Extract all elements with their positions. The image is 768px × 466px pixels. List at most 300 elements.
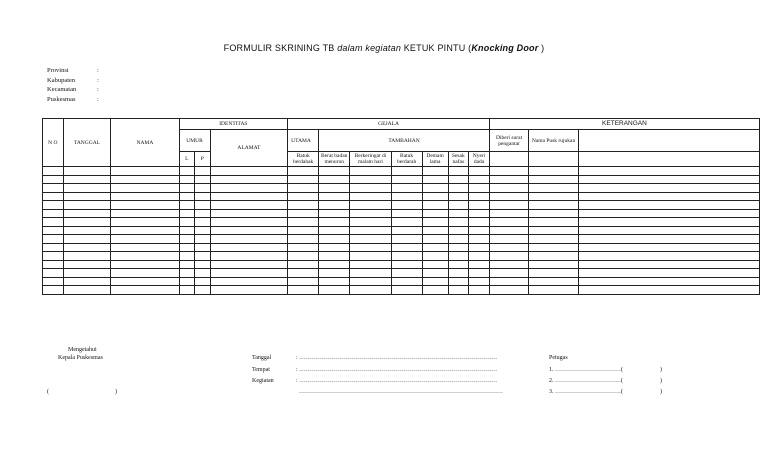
table-cell[interactable]	[422, 277, 448, 286]
table-cell[interactable]	[195, 192, 211, 201]
table-cell[interactable]	[350, 218, 391, 227]
table-cell[interactable]	[448, 175, 469, 184]
umur-p-header: P	[195, 152, 211, 167]
table-cell[interactable]	[489, 286, 528, 295]
table-cell[interactable]	[489, 252, 528, 261]
table-cell[interactable]	[43, 243, 64, 252]
kegiatan-field[interactable]: : ………………………………………………………………………………………	[296, 378, 498, 384]
table-cell[interactable]	[288, 269, 319, 278]
table-cell[interactable]	[288, 286, 319, 295]
diberi-surat-header: Diberi surat pengantar	[489, 130, 528, 152]
table-cell[interactable]	[43, 260, 64, 269]
kepala-puskesmas-label: Kepala Puskesmas	[58, 355, 103, 361]
umur-header: UMUR	[179, 130, 210, 152]
table-cell[interactable]	[288, 184, 319, 193]
table-cell[interactable]	[391, 252, 422, 261]
table-cell[interactable]	[422, 184, 448, 193]
table-cell[interactable]	[63, 235, 111, 244]
table-cell[interactable]	[111, 243, 179, 252]
table-cell[interactable]	[288, 218, 319, 227]
table-cell[interactable]	[319, 269, 350, 278]
table-cell[interactable]	[179, 235, 195, 244]
table-cell[interactable]	[210, 209, 288, 218]
table-cell[interactable]	[195, 167, 211, 176]
table-cell[interactable]	[179, 218, 195, 227]
table-cell[interactable]	[529, 184, 579, 193]
table-cell[interactable]	[448, 167, 469, 176]
table-cell[interactable]	[210, 269, 288, 278]
table-cell[interactable]	[469, 277, 490, 286]
table-cell[interactable]	[195, 252, 211, 261]
table-cell[interactable]	[391, 260, 422, 269]
identitas-header: IDENTITAS	[179, 119, 288, 130]
table-cell[interactable]	[288, 260, 319, 269]
table-cell[interactable]	[111, 226, 179, 235]
table-row	[43, 218, 760, 227]
table-cell[interactable]	[529, 201, 579, 210]
extra-field[interactable]: …………………………………………………………………………………………	[299, 389, 503, 395]
table-cell[interactable]	[210, 226, 288, 235]
table-cell[interactable]	[422, 218, 448, 227]
table-cell[interactable]	[422, 235, 448, 244]
table-cell[interactable]	[179, 192, 195, 201]
table-cell[interactable]	[391, 184, 422, 193]
table-cell[interactable]	[578, 252, 759, 261]
table-cell[interactable]	[529, 218, 579, 227]
table-cell[interactable]	[111, 235, 179, 244]
table-cell[interactable]	[448, 260, 469, 269]
table-cell[interactable]	[578, 167, 759, 176]
table-cell[interactable]	[63, 175, 111, 184]
table-cell[interactable]	[391, 235, 422, 244]
table-cell[interactable]	[469, 167, 490, 176]
table-cell[interactable]	[319, 192, 350, 201]
table-cell[interactable]	[448, 218, 469, 227]
table-cell[interactable]	[288, 192, 319, 201]
table-cell[interactable]	[469, 226, 490, 235]
signature-open: (	[47, 389, 49, 395]
table-row	[43, 184, 760, 193]
table-row	[43, 192, 760, 201]
table-cell[interactable]	[111, 167, 179, 176]
table-cell[interactable]	[63, 286, 111, 295]
table-cell[interactable]	[179, 184, 195, 193]
table-cell[interactable]	[489, 167, 528, 176]
table-cell[interactable]	[489, 175, 528, 184]
table-row	[43, 252, 760, 261]
table-cell[interactable]	[469, 192, 490, 201]
table-cell[interactable]	[319, 201, 350, 210]
table-row	[43, 167, 760, 176]
table-cell[interactable]	[179, 243, 195, 252]
table-cell[interactable]	[319, 286, 350, 295]
table-cell[interactable]	[422, 286, 448, 295]
berat-badan-header: Berat badan menurun	[319, 152, 350, 167]
table-cell[interactable]	[319, 218, 350, 227]
form-meta	[47, 66, 99, 104]
table-cell[interactable]	[391, 277, 422, 286]
table-cell[interactable]	[578, 218, 759, 227]
table-cell[interactable]	[422, 269, 448, 278]
table-cell[interactable]	[448, 184, 469, 193]
table-cell[interactable]	[448, 243, 469, 252]
table-cell[interactable]	[391, 286, 422, 295]
table-cell[interactable]	[529, 209, 579, 218]
table-cell[interactable]	[529, 286, 579, 295]
table-cell[interactable]	[288, 235, 319, 244]
table-cell[interactable]	[391, 209, 422, 218]
signature-close: )	[115, 389, 117, 395]
meta-kecamatan: Kecamatan :	[47, 86, 99, 93]
table-cell[interactable]	[63, 226, 111, 235]
table-cell[interactable]	[63, 184, 111, 193]
table-cell[interactable]	[350, 252, 391, 261]
umur-l-header: L	[179, 152, 195, 167]
table-cell[interactable]	[529, 277, 579, 286]
table-cell[interactable]	[469, 252, 490, 261]
table-cell[interactable]	[111, 260, 179, 269]
table-cell[interactable]	[489, 226, 528, 235]
table-cell[interactable]	[195, 226, 211, 235]
table-row	[43, 286, 760, 295]
table-cell[interactable]	[319, 175, 350, 184]
table-cell[interactable]	[111, 286, 179, 295]
table-cell[interactable]	[43, 201, 64, 210]
gejala-header: GEJALA	[288, 119, 490, 130]
table-cell[interactable]	[422, 243, 448, 252]
table-cell[interactable]	[489, 269, 528, 278]
screening-table	[42, 118, 760, 328]
table-cell[interactable]	[448, 235, 469, 244]
table-cell[interactable]	[195, 175, 211, 184]
table-cell[interactable]	[43, 269, 64, 278]
table-cell[interactable]	[111, 269, 179, 278]
table-cell[interactable]	[448, 286, 469, 295]
table-cell[interactable]	[578, 175, 759, 184]
table-cell[interactable]	[195, 235, 211, 244]
petugas-1-close: )	[660, 367, 662, 373]
table-cell[interactable]	[350, 201, 391, 210]
table-cell[interactable]	[578, 269, 759, 278]
table-cell[interactable]	[195, 269, 211, 278]
table-cell[interactable]	[578, 209, 759, 218]
table-cell[interactable]	[43, 277, 64, 286]
nyeri-dada-header: Nyeri dada	[469, 152, 490, 167]
table-cell[interactable]	[195, 286, 211, 295]
table-cell[interactable]	[529, 243, 579, 252]
table-cell[interactable]	[195, 209, 211, 218]
table-cell[interactable]	[489, 209, 528, 218]
table-cell[interactable]	[529, 269, 579, 278]
table-cell[interactable]	[288, 201, 319, 210]
table-cell[interactable]	[578, 260, 759, 269]
table-cell[interactable]	[210, 218, 288, 227]
table-cell[interactable]	[350, 192, 391, 201]
table-cell[interactable]	[422, 201, 448, 210]
table-cell[interactable]	[469, 269, 490, 278]
table-cell[interactable]	[210, 252, 288, 261]
table-cell[interactable]	[43, 235, 64, 244]
table-cell[interactable]	[111, 277, 179, 286]
table-cell[interactable]	[529, 252, 579, 261]
alamat-header: ALAMAT	[210, 130, 288, 167]
table-cell[interactable]	[210, 184, 288, 193]
table-cell[interactable]	[63, 252, 111, 261]
table-cell[interactable]	[448, 209, 469, 218]
table-cell[interactable]	[422, 209, 448, 218]
keterangan-blank	[578, 130, 759, 152]
table-cell[interactable]	[469, 218, 490, 227]
table-cell[interactable]	[111, 201, 179, 210]
table-cell[interactable]	[43, 192, 64, 201]
table-cell[interactable]	[63, 243, 111, 252]
table-cell[interactable]	[319, 260, 350, 269]
table-cell[interactable]	[391, 269, 422, 278]
table-cell[interactable]	[319, 235, 350, 244]
table-cell[interactable]	[179, 167, 195, 176]
table-cell[interactable]	[578, 226, 759, 235]
col-nama-header: NAMA	[111, 119, 179, 167]
table-cell[interactable]	[469, 260, 490, 269]
table-cell[interactable]	[529, 167, 579, 176]
table-cell[interactable]	[350, 277, 391, 286]
table-cell[interactable]	[529, 226, 579, 235]
tanggal-field[interactable]: : ………………………………………………………………………………………	[296, 355, 498, 361]
table-cell[interactable]	[179, 252, 195, 261]
table-cell[interactable]	[210, 260, 288, 269]
table-cell[interactable]	[179, 201, 195, 210]
tambahan-header: TAMBAHAN	[319, 130, 490, 152]
table-cell[interactable]	[350, 235, 391, 244]
demam-lama-header: Demam lama	[422, 152, 448, 167]
table-cell[interactable]	[195, 218, 211, 227]
table-cell[interactable]	[63, 209, 111, 218]
petugas-1[interactable]: 1. ……………………………(	[549, 367, 623, 373]
table-cell[interactable]	[350, 260, 391, 269]
tempat-label: Tempat	[252, 367, 270, 373]
table-cell[interactable]	[179, 260, 195, 269]
table-row	[43, 243, 760, 252]
table-cell[interactable]	[350, 167, 391, 176]
table-cell[interactable]	[288, 167, 319, 176]
table-cell[interactable]	[63, 167, 111, 176]
table-cell[interactable]	[210, 286, 288, 295]
table-cell[interactable]	[469, 209, 490, 218]
table-row	[43, 269, 760, 278]
table-cell[interactable]	[195, 260, 211, 269]
petugas-2-close: )	[660, 378, 662, 384]
tempat-field[interactable]: : ………………………………………………………………………………………	[296, 367, 498, 373]
table-cell[interactable]	[391, 201, 422, 210]
table-cell[interactable]	[448, 226, 469, 235]
table-cell[interactable]	[210, 167, 288, 176]
table-cell[interactable]	[63, 277, 111, 286]
table-cell[interactable]	[288, 252, 319, 261]
table-cell[interactable]	[448, 201, 469, 210]
table-cell[interactable]	[469, 243, 490, 252]
table-cell[interactable]	[350, 243, 391, 252]
table-cell[interactable]	[489, 192, 528, 201]
meta-puskesmas: Puskesmas :	[47, 95, 99, 103]
petugas-3-close: )	[660, 389, 662, 395]
table-cell[interactable]	[422, 260, 448, 269]
table-cell[interactable]	[210, 201, 288, 210]
petugas-3[interactable]: 3. ……………………………(	[549, 389, 623, 395]
table-cell[interactable]	[391, 167, 422, 176]
table-cell[interactable]	[195, 243, 211, 252]
table-cell[interactable]	[210, 243, 288, 252]
petugas-label: Petugas	[549, 355, 568, 361]
utama-header: UTAMA	[288, 130, 319, 152]
table-cell[interactable]	[489, 184, 528, 193]
keterangan-header: KETERANGAN	[489, 119, 759, 130]
table-cell[interactable]	[319, 167, 350, 176]
table-cell[interactable]	[179, 175, 195, 184]
table-cell[interactable]	[391, 243, 422, 252]
table-cell[interactable]	[111, 209, 179, 218]
table-cell[interactable]	[111, 175, 179, 184]
table-cell[interactable]	[179, 226, 195, 235]
table-cell[interactable]	[529, 192, 579, 201]
table-cell[interactable]	[489, 218, 528, 227]
table-cell[interactable]	[578, 192, 759, 201]
sesak-nafas-header: Sesak nafas	[448, 152, 469, 167]
table-cell[interactable]	[195, 277, 211, 286]
table-cell[interactable]	[422, 192, 448, 201]
table-cell[interactable]	[350, 209, 391, 218]
table-cell[interactable]	[529, 235, 579, 244]
table-cell[interactable]	[179, 269, 195, 278]
table-cell[interactable]	[179, 209, 195, 218]
table-cell[interactable]	[448, 252, 469, 261]
table-cell[interactable]	[195, 184, 211, 193]
berkeringat-header: Berkeringat di malam hari	[350, 152, 391, 167]
table-cell[interactable]	[43, 175, 64, 184]
table-cell[interactable]	[179, 286, 195, 295]
col-no-header: N O	[43, 119, 64, 167]
form-title: FORMULIR SKRINING TB dalam kegiatan KETUK PINTU (Knocking Door )	[223, 43, 545, 53]
table-cell[interactable]	[578, 243, 759, 252]
table-cell[interactable]	[43, 252, 64, 261]
table-cell[interactable]	[578, 184, 759, 193]
meta-provinsi: Provinsi :	[47, 67, 99, 74]
table-cell[interactable]	[288, 175, 319, 184]
table-cell[interactable]	[529, 260, 579, 269]
table-row	[43, 226, 760, 235]
table-cell[interactable]	[489, 235, 528, 244]
nama-pusk-header: Nama Pusk rujukan	[529, 130, 579, 152]
table-cell[interactable]	[319, 243, 350, 252]
kegiatan-label: Kegiatan	[252, 378, 274, 384]
table-cell[interactable]	[319, 252, 350, 261]
table-cell[interactable]	[63, 260, 111, 269]
table-cell[interactable]	[210, 192, 288, 201]
table-cell[interactable]	[111, 252, 179, 261]
table-cell[interactable]	[319, 209, 350, 218]
table-cell[interactable]	[111, 192, 179, 201]
table-cell[interactable]	[63, 269, 111, 278]
table-cell[interactable]	[469, 235, 490, 244]
table-cell[interactable]	[422, 167, 448, 176]
table-cell[interactable]	[469, 175, 490, 184]
table-cell[interactable]	[288, 209, 319, 218]
table-cell[interactable]	[179, 277, 195, 286]
table-row	[43, 277, 760, 286]
table-cell[interactable]	[43, 286, 64, 295]
table-cell[interactable]	[350, 269, 391, 278]
table-row	[43, 175, 760, 184]
mengetahui-label: Mengetahui	[68, 347, 97, 353]
table-cell[interactable]	[469, 286, 490, 295]
table-cell[interactable]	[63, 192, 111, 201]
table-cell[interactable]	[578, 286, 759, 295]
table-cell[interactable]	[448, 192, 469, 201]
table-cell[interactable]	[489, 260, 528, 269]
table-cell[interactable]	[319, 277, 350, 286]
table-cell[interactable]	[111, 218, 179, 227]
table-cell[interactable]	[288, 277, 319, 286]
table-cell[interactable]	[578, 201, 759, 210]
table-cell[interactable]	[319, 184, 350, 193]
table-cell[interactable]	[578, 235, 759, 244]
table-cell[interactable]	[63, 201, 111, 210]
table-cell[interactable]	[350, 184, 391, 193]
table-cell[interactable]	[43, 218, 64, 227]
batuk-berdarah-header: Batuk berdarah	[391, 152, 422, 167]
table-cell[interactable]	[489, 201, 528, 210]
table-cell[interactable]	[43, 167, 64, 176]
table-row	[43, 260, 760, 269]
table-cell[interactable]	[210, 175, 288, 184]
table-cell[interactable]	[391, 218, 422, 227]
table-cell[interactable]	[63, 218, 111, 227]
table-cell[interactable]	[391, 175, 422, 184]
table-cell[interactable]	[422, 175, 448, 184]
table-cell[interactable]	[43, 209, 64, 218]
table-cell[interactable]	[350, 286, 391, 295]
meta-kabupaten: Kabupaten :	[47, 76, 99, 84]
table-cell[interactable]	[448, 269, 469, 278]
table-cell[interactable]	[448, 277, 469, 286]
table-cell[interactable]	[43, 184, 64, 193]
table-cell[interactable]	[350, 175, 391, 184]
table-cell[interactable]	[529, 175, 579, 184]
table-cell[interactable]	[319, 226, 350, 235]
table-cell[interactable]	[210, 277, 288, 286]
petugas-2[interactable]: 2. ……………………………(	[549, 378, 623, 384]
table-cell[interactable]	[288, 243, 319, 252]
table-cell[interactable]	[210, 235, 288, 244]
tanggal-label: Tanggal	[252, 355, 272, 361]
table-cell[interactable]	[43, 226, 64, 235]
table-cell[interactable]	[578, 277, 759, 286]
table-cell[interactable]	[469, 184, 490, 193]
batuk-berdahak-header: Batuk berdahak	[288, 152, 319, 167]
table-cell[interactable]	[489, 243, 528, 252]
table-cell[interactable]	[288, 226, 319, 235]
table-cell[interactable]	[391, 226, 422, 235]
table-cell[interactable]	[391, 192, 422, 201]
table-cell[interactable]	[489, 277, 528, 286]
table-cell[interactable]	[350, 226, 391, 235]
table-cell[interactable]	[111, 184, 179, 193]
table-row	[43, 209, 760, 218]
table-row	[43, 201, 760, 210]
table-cell[interactable]	[422, 252, 448, 261]
table-cell[interactable]	[469, 201, 490, 210]
table-cell[interactable]	[422, 226, 448, 235]
table-cell[interactable]	[195, 201, 211, 210]
